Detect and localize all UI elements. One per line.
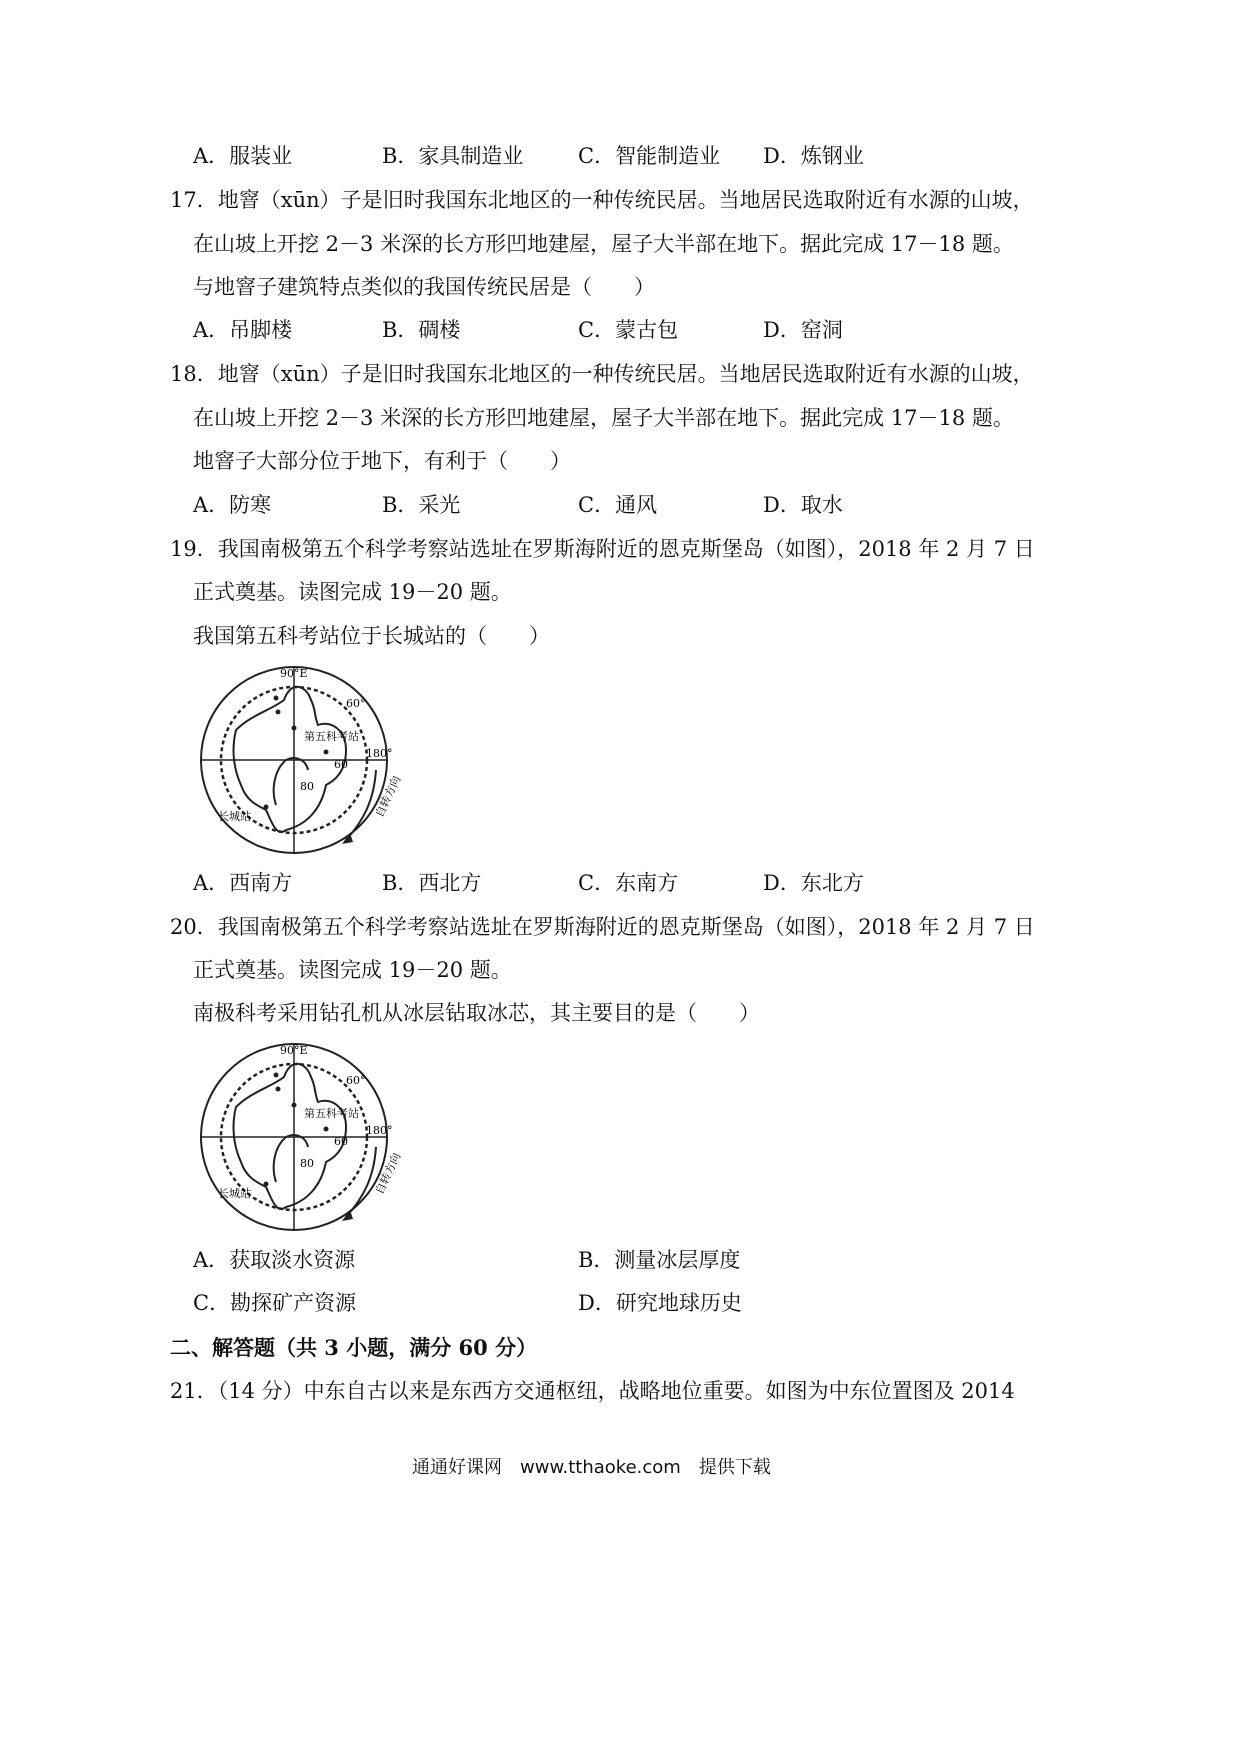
q16-option-a: A．服装业 [193, 144, 293, 168]
q19-antarctica-map [196, 660, 406, 860]
q19-option-b: B．西北方 [382, 871, 482, 895]
map-label-60b: 60 [334, 758, 348, 771]
q17-option-d: D．窑洞 [763, 318, 843, 342]
station-dot [292, 726, 297, 731]
map-label-180: 180° [366, 1124, 393, 1137]
q16-option-c: C．智能制造业 [578, 144, 721, 168]
q20-option-d: D．研究地球历史 [578, 1291, 742, 1315]
q19-option-c: C．东南方 [578, 871, 679, 895]
map-label-changcheng: 长城站 [218, 1187, 251, 1200]
map-label-60: 60° [346, 697, 366, 710]
q20-stem-line2: 正式奠基。读图完成 19－20 题。 [193, 958, 512, 982]
q17-stem-line1: 17．地窨（xūn）子是旧时我国东北地区的一种传统民居。当地居民选取附近有水源的山坡， [170, 188, 1034, 212]
q17-option-b: B．碉楼 [382, 318, 461, 342]
q16-option-b: B．家具制造业 [382, 144, 524, 168]
q20-option-a: A．获取淡水资源 [193, 1248, 356, 1272]
q20-option-c: C．勘探矿产资源 [193, 1291, 357, 1315]
q20-option-b: B．测量冰层厚度 [578, 1248, 741, 1272]
q18-option-d: D．取水 [763, 493, 843, 517]
q19-question: 我国第五科考站位于长城站的（ ） [193, 624, 550, 648]
q20-question: 南极科考采用钻孔机从冰层钻取冰芯，其主要目的是（ ） [193, 1001, 760, 1025]
q19-option-d: D．东北方 [763, 871, 864, 895]
map-label-90e: 90°E [280, 667, 308, 680]
q17-stem-line2: 在山坡上开挖 2－3 米深的长方形凹地建屋，屋子大半部在地下。据此完成 17－18 题。 [193, 232, 1014, 256]
map-label-80: 80 [300, 1157, 314, 1170]
q20-antarctica-map [196, 1037, 406, 1237]
q18-option-c: C．通风 [578, 493, 658, 517]
q17-question: 与地窨子建筑特点类似的我国传统民居是（ ） [193, 275, 655, 299]
q18-stem-line1: 18．地窨（xūn）子是旧时我国东北地区的一种传统民居。当地居民选取附近有水源的山坡， [170, 362, 1034, 386]
map-label-180: 180° [366, 747, 393, 760]
station-dot [274, 696, 279, 701]
station-dot [264, 805, 269, 810]
antarctica-map-figure [196, 1037, 406, 1237]
map-label-rotation: 自转方向 [372, 1150, 404, 1197]
q19-stem-line1: 19．我国南极第五个科学考察站选址在罗斯海附近的恩克斯堡岛（如图），2018 年 2 月 7 日 [170, 537, 1035, 561]
q16-option-d: D．炼钢业 [763, 144, 864, 168]
map-label-60b: 60 [334, 1135, 348, 1148]
station-dot [292, 1103, 297, 1108]
map-label-station5: 第五科考站 [304, 730, 359, 743]
section-title-answer-questions: 二、解答题（共 3 小题，满分 60 分） [170, 1335, 538, 1360]
page-footer: 通通好课网 www.tthaoke.com 提供下载 [412, 1457, 771, 1478]
map-label-80: 80 [300, 780, 314, 793]
q18-option-a: A．防寒 [193, 493, 272, 517]
map-label-60: 60° [346, 1074, 366, 1087]
map-label-changcheng: 长城站 [218, 810, 251, 823]
q17-option-c: C．蒙古包 [578, 318, 679, 342]
station-dot [276, 710, 281, 715]
q18-option-b: B．采光 [382, 493, 461, 517]
station-dot [274, 1073, 279, 1078]
antarctica-map-figure [196, 660, 406, 860]
q21-stem-line1: 21．（14 分）中东自古以来是东西方交通枢纽，战略地位重要。如图为中东位置图及 2014 [170, 1379, 1015, 1403]
station-dot [264, 1182, 269, 1187]
map-label-90e: 90°E [280, 1044, 308, 1057]
q18-question: 地窨子大部分位于地下，有利于（ ） [193, 449, 571, 473]
q19-stem-line2: 正式奠基。读图完成 19－20 题。 [193, 580, 512, 604]
q18-stem-line2: 在山坡上开挖 2－3 米深的长方形凹地建屋，屋子大半部在地下。据此完成 17－18 题。 [193, 406, 1014, 430]
q19-option-a: A．西南方 [193, 871, 293, 895]
q20-stem-line1: 20．我国南极第五个科学考察站选址在罗斯海附近的恩克斯堡岛（如图），2018 年 2 月 7 日 [170, 915, 1035, 939]
station-dot [276, 1087, 281, 1092]
station-dot [324, 1127, 329, 1132]
map-label-station5: 第五科考站 [304, 1107, 359, 1120]
map-label-rotation: 自转方向 [372, 773, 404, 820]
station-dot [324, 750, 329, 755]
q17-option-a: A．吊脚楼 [193, 318, 293, 342]
